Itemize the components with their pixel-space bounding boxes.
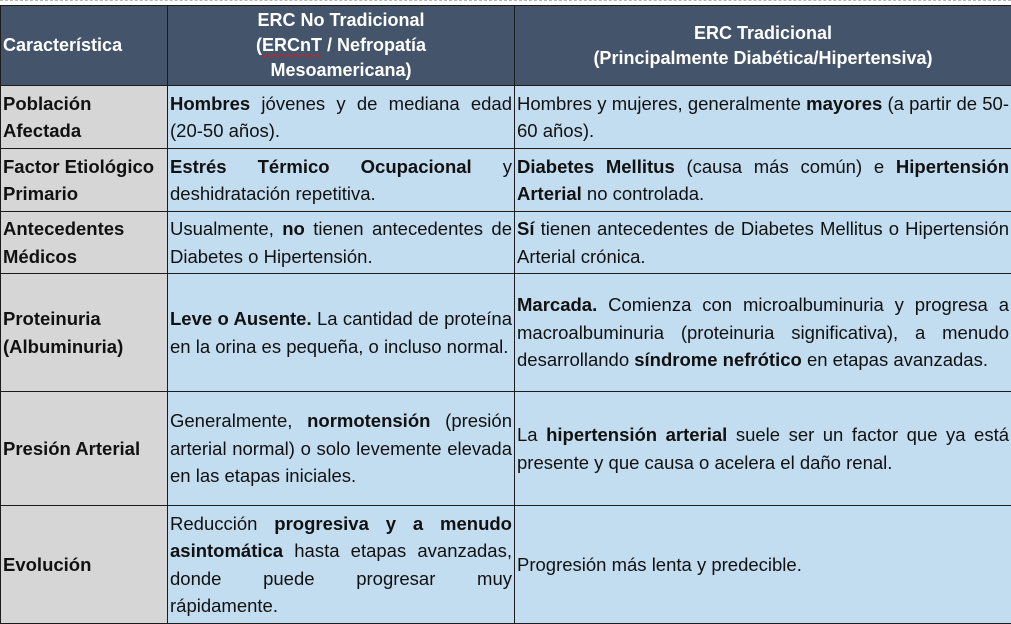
bold-text: síndrome nefrótico <box>634 349 802 370</box>
comparison-table <box>0 5 1011 624</box>
text: en etapas avanzadas. <box>802 349 988 370</box>
text: tienen antecedentes de Diabetes Mellitus o Hipertensión Arterial crónica. <box>517 218 1009 267</box>
bold-text: progresiva y a menudo asintomática <box>170 513 512 562</box>
header-col2-line3: Mesoamericana) <box>270 60 411 80</box>
text: (causa más común) e <box>675 156 896 177</box>
text: La <box>517 424 546 445</box>
text: no controlada. <box>582 183 704 204</box>
bold-text: Diabetes Mellitus <box>517 156 675 177</box>
header-col2-rest: / Nefropatía <box>322 35 426 55</box>
table-row <box>1 274 1011 392</box>
header-row <box>1 6 1011 86</box>
text: Progresión más lenta y predecible. <box>517 554 802 575</box>
text: Comienza con microalbuminuria y progresa a macroalbuminuria (proteinuria significativa), a menudo desarrollando <box>517 294 1009 370</box>
bold-text: Sí <box>517 218 534 239</box>
text: suele ser un factor que ya está presente y que causa o acelera el daño renal. <box>517 424 1009 473</box>
bold-text: Marcada. <box>517 294 597 315</box>
table-row <box>1 212 1011 274</box>
text: Hombres y mujeres, generalmente <box>517 93 806 114</box>
bold-text: Estrés Térmico Ocupacional <box>170 156 472 177</box>
bold-text: mayores <box>806 93 882 114</box>
cell-no-tradicional <box>168 392 515 506</box>
cell-tradicional <box>515 212 1011 274</box>
text: Reducción <box>170 513 274 534</box>
header-col3-line2: (Principalmente Diabética/Hipertensiva) <box>593 48 932 68</box>
bold-text: Hombres <box>170 93 250 114</box>
table-row <box>1 392 1011 506</box>
bold-text: Leve o Ausente. <box>170 308 312 329</box>
text: (presión arterial normal) o solo levemente elevada en las etapas iniciales. <box>170 410 512 486</box>
header-erc-no-tradicional <box>168 6 515 86</box>
row-label: Presión Arterial <box>1 392 168 506</box>
row-label: Evolución <box>1 506 168 624</box>
cell-tradicional <box>515 506 1011 624</box>
row-label: Antecedentes Médicos <box>1 212 168 274</box>
text: hasta etapas avanzadas, donde puede progresar muy rápidamente. <box>170 540 512 616</box>
bold-text: no <box>282 218 305 239</box>
header-col2-abbr: ERCnT <box>262 35 322 55</box>
header-erc-tradicional <box>515 6 1011 86</box>
header-caracteristica: Característica <box>1 6 168 86</box>
text: jóvenes y de mediana edad (20-50 años). <box>170 93 512 142</box>
cell-no-tradicional <box>168 149 515 212</box>
header-col2-open: ( <box>256 35 262 55</box>
cell-tradicional <box>515 149 1011 212</box>
row-label: Población Afectada <box>1 86 168 149</box>
text: (a partir de 50-60 años). <box>517 93 1009 142</box>
bold-text: hipertensión arterial <box>546 424 727 445</box>
bold-text: normotensión <box>307 410 430 431</box>
cell-no-tradicional <box>168 212 515 274</box>
text: tienen antecedentes de Diabetes o Hipertensión. <box>170 218 512 267</box>
text: Generalmente, <box>170 410 307 431</box>
cell-tradicional <box>515 274 1011 392</box>
text: Usualmente, <box>170 218 282 239</box>
cell-no-tradicional <box>168 86 515 149</box>
row-label: Factor Etiológico Primario <box>1 149 168 212</box>
text: y deshidratación repetitiva. <box>170 156 512 205</box>
cell-tradicional <box>515 86 1011 149</box>
table-row <box>1 149 1011 212</box>
cell-no-tradicional <box>168 506 515 624</box>
header-col3-line1: ERC Tradicional <box>694 23 832 43</box>
cell-no-tradicional <box>168 274 515 392</box>
table-row <box>1 86 1011 149</box>
text: La cantidad de proteína en la orina es pequeña, o incluso normal. <box>170 308 512 357</box>
table-row <box>1 506 1011 624</box>
row-label: Proteinuria (Albuminuria) <box>1 274 168 392</box>
cell-tradicional <box>515 392 1011 506</box>
bold-text: Hipertensión Arterial <box>517 156 1009 205</box>
header-col2-line1: ERC No Tradicional <box>257 10 424 30</box>
